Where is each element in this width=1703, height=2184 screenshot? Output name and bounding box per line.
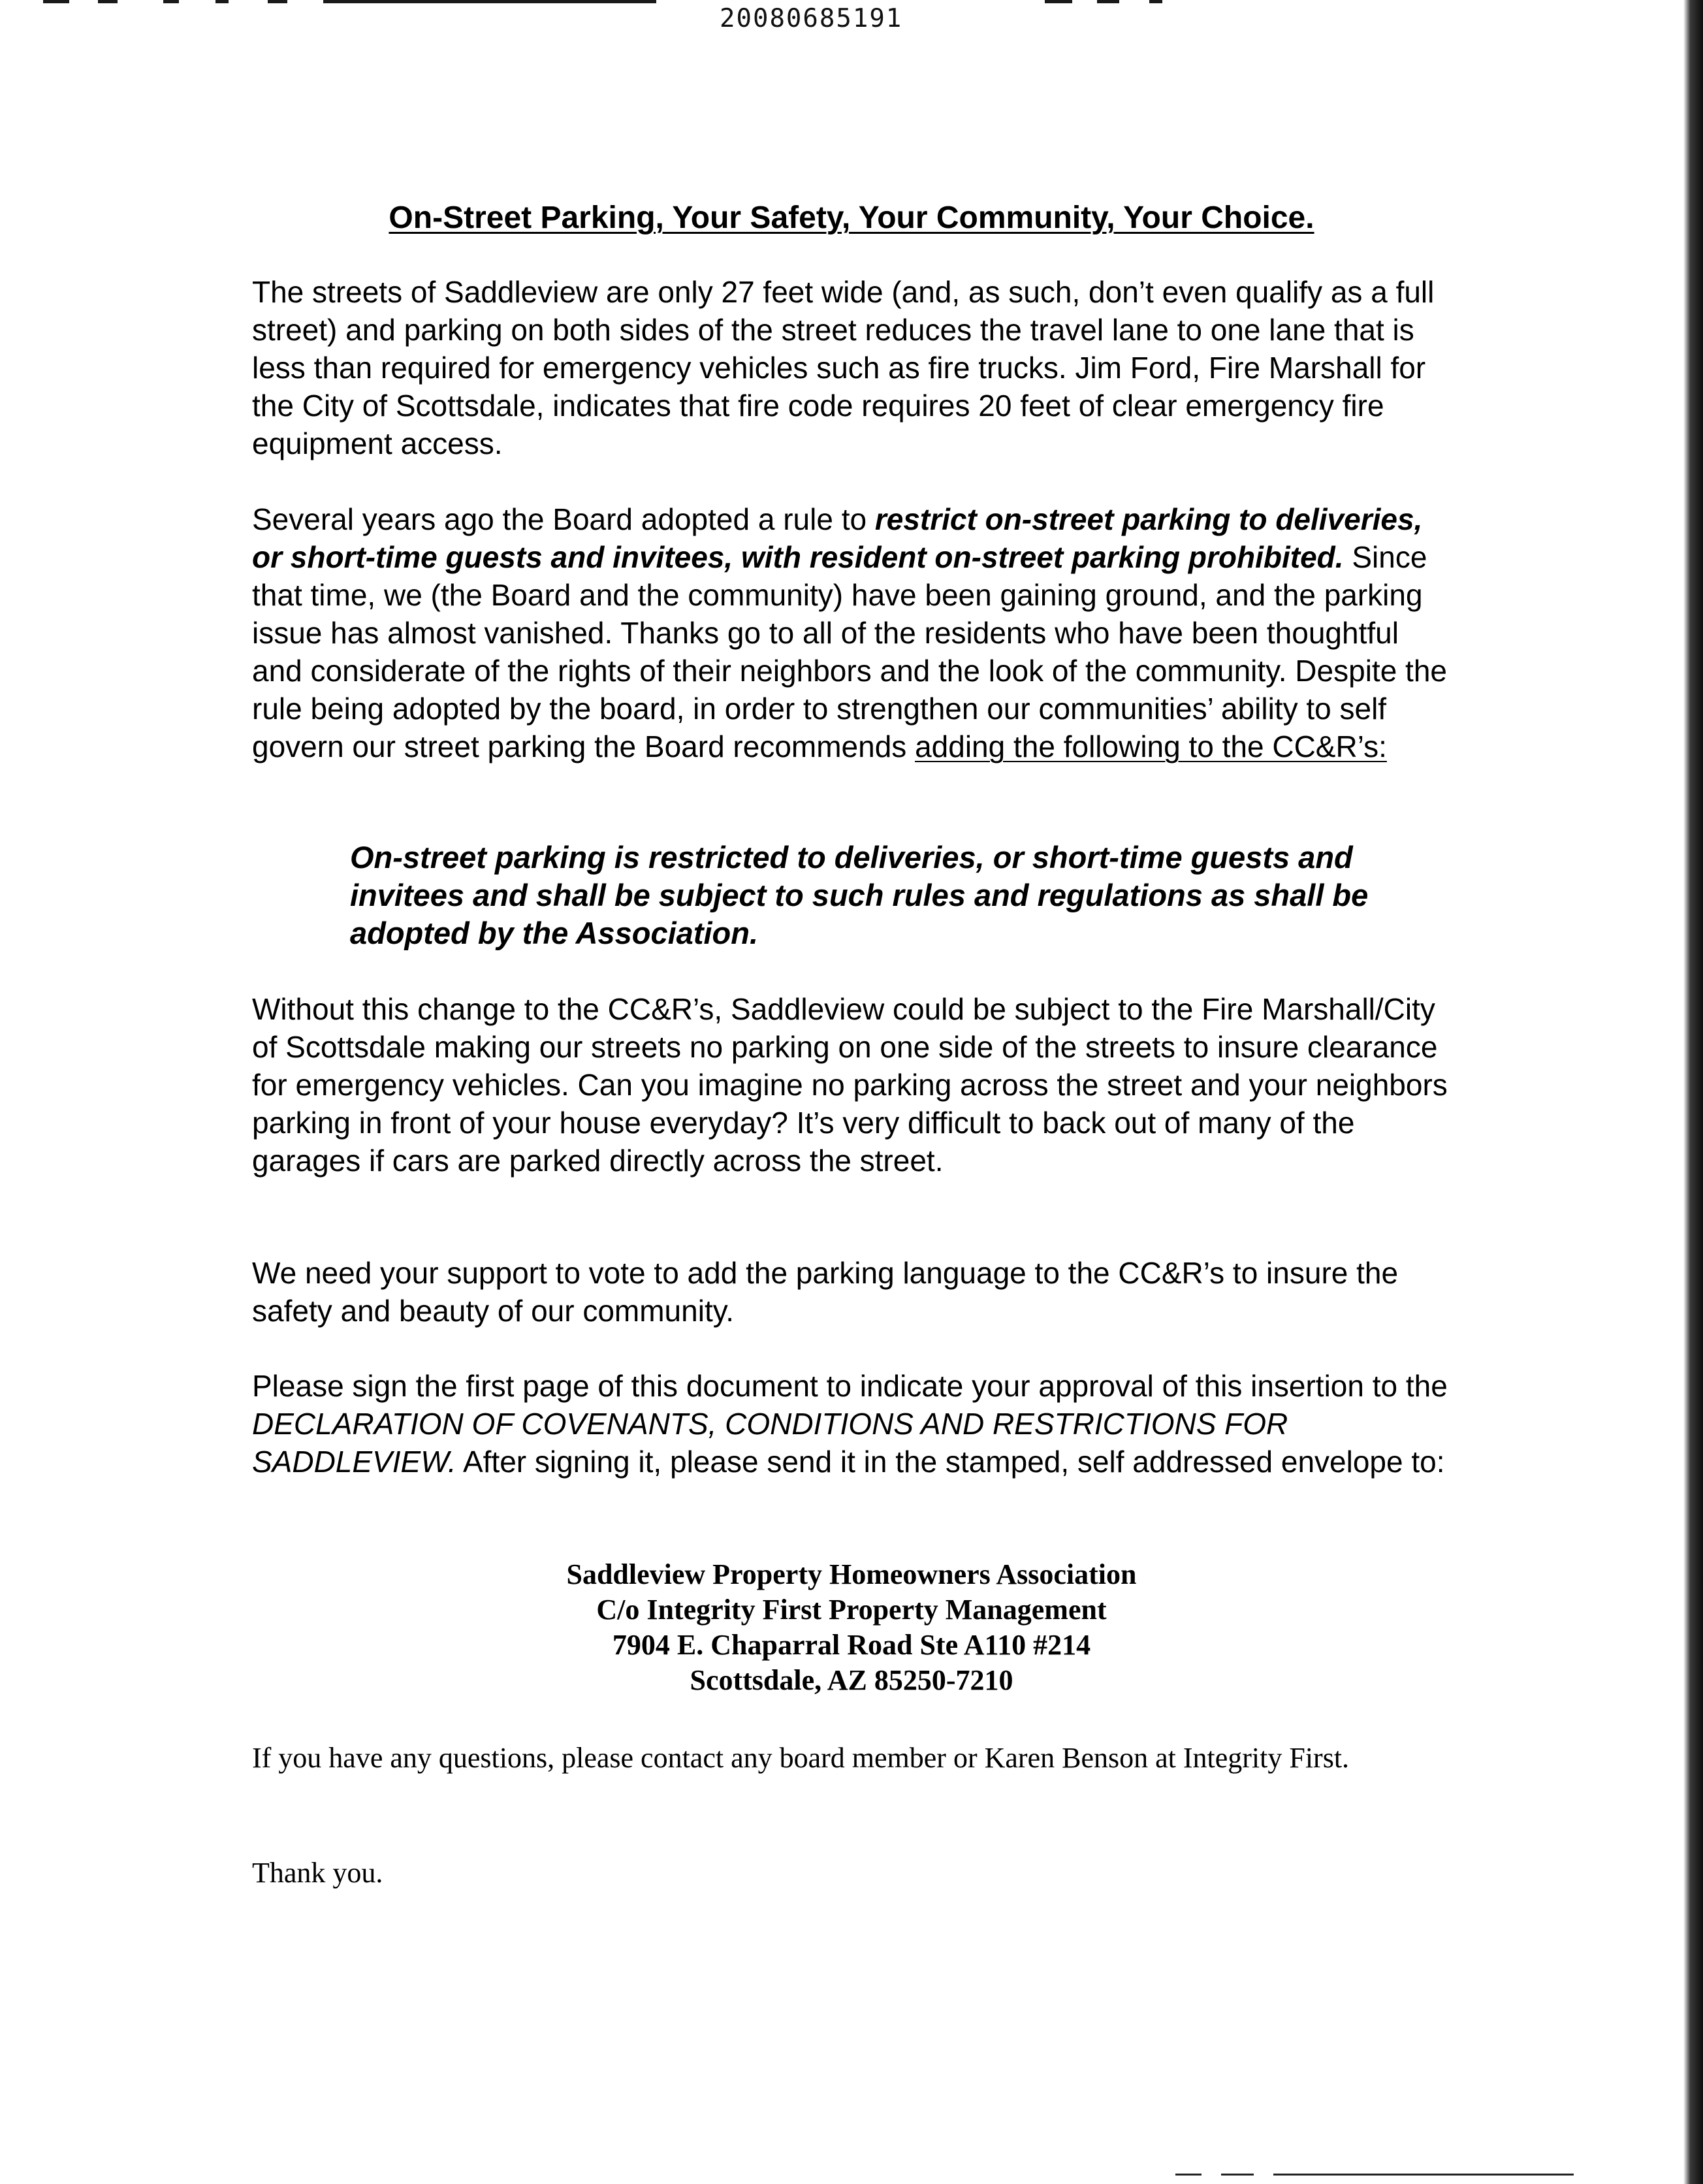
paragraph-text: Please sign the first page of this document to indicate your approval of this insertion to the bbox=[252, 1369, 1448, 1403]
scan-edge bbox=[1683, 0, 1703, 2184]
mailing-address bbox=[251, 1557, 1452, 1698]
scan-mark-top bbox=[1097, 0, 1119, 3]
document-number: 20080685191 bbox=[720, 4, 903, 33]
address-line: Scottsdale, AZ 85250-7210 bbox=[690, 1664, 1013, 1696]
paragraph-sign-instructions bbox=[252, 1367, 1454, 1481]
page-title: On-Street Parking, Your Safety, Your Community, Your Choice. bbox=[389, 201, 1314, 235]
closing-text: Thank you. bbox=[252, 1857, 383, 1889]
address-line: Saddleview Property Homeowners Association bbox=[566, 1558, 1137, 1590]
rule-emphasis: restrict on-street parking to deliveries, or short-time guests and invitees, with resident on-street parking prohibited. bbox=[252, 502, 1423, 574]
paragraph-board-rule bbox=[252, 500, 1454, 765]
paragraph-support: We need your support to vote to add the parking language to the CC&R’s to insure the safety and beauty of our community. bbox=[252, 1256, 1399, 1328]
underlined-text: adding the following to the CC&R’s: bbox=[915, 730, 1387, 763]
scan-mark-top bbox=[323, 0, 656, 3]
scan-mark-bottom bbox=[1175, 2174, 1202, 2176]
scan-mark-top bbox=[268, 0, 287, 3]
scan-mark-top bbox=[1149, 0, 1162, 3]
scan-mark-bottom bbox=[1221, 2174, 1254, 2176]
paragraph-street-width: The streets of Saddleview are only 27 feet wide (and, as such, don’t even qualify as a full street) and parking on both sides of the street reduces the travel lane to one lane that is less than required for emergency vehicles such as fire trucks. Jim Ford, Fire Marshall for the City of Scottsdale, indicates that fire code requires 20 feet of clear emergency fire equipment access. bbox=[252, 275, 1435, 460]
address-line: C/o Integrity First Property Management bbox=[596, 1594, 1107, 1626]
scan-mark-top bbox=[1045, 0, 1072, 3]
declaration-title: DECLARATION OF COVENANTS, CONDITIONS AND RESTRICTIONS FOR SADDLEVIEW. bbox=[252, 1407, 1288, 1479]
scan-mark-bottom bbox=[1273, 2174, 1574, 2176]
scan-mark-top bbox=[98, 0, 118, 3]
address-line: 7904 E. Chaparral Road Ste A110 #214 bbox=[612, 1629, 1091, 1661]
paragraph-text: Since that time, we (the Board and the community) have been gaining ground, and the parking issue has almost vanished. Thanks go to all of the residents who have been thoughtful and considerate of the rights of their neighbors and the look of the community. Despite the rule being adopted by the board, in order to strengthen our communities’ ability to self govern our street parking the Board recommends bbox=[252, 540, 1448, 763]
scan-mark-top bbox=[215, 0, 229, 3]
scan-mark-top bbox=[43, 0, 69, 3]
paragraph-without-change: Without this change to the CC&R’s, Saddleview could be subject to the Fire Marshall/City of Scottsdale making our streets no parking on one side of the streets to insure clearance for emergency vehicles. Can you imagine no parking across the street and your neighbors parking in front of your house everyday? It’s very difficult to back out of many of the garages if cars are parked directly across the street. bbox=[252, 992, 1448, 1178]
contact-paragraph: If you have any questions, please contact any board member or Karen Benson at Integrity First. bbox=[252, 1742, 1350, 1774]
proposed-amendment-text: On-street parking is restricted to deliveries, or short-time guests and invitees and shall be subject to such rules and regulations as shall be adopted by the Association. bbox=[350, 840, 1369, 950]
paragraph-text: After signing it, please send it in the stamped, self addressed envelope to: bbox=[456, 1445, 1445, 1479]
scan-mark-top bbox=[163, 0, 179, 3]
paragraph-text: Several years ago the Board adopted a rule to bbox=[252, 502, 875, 536]
